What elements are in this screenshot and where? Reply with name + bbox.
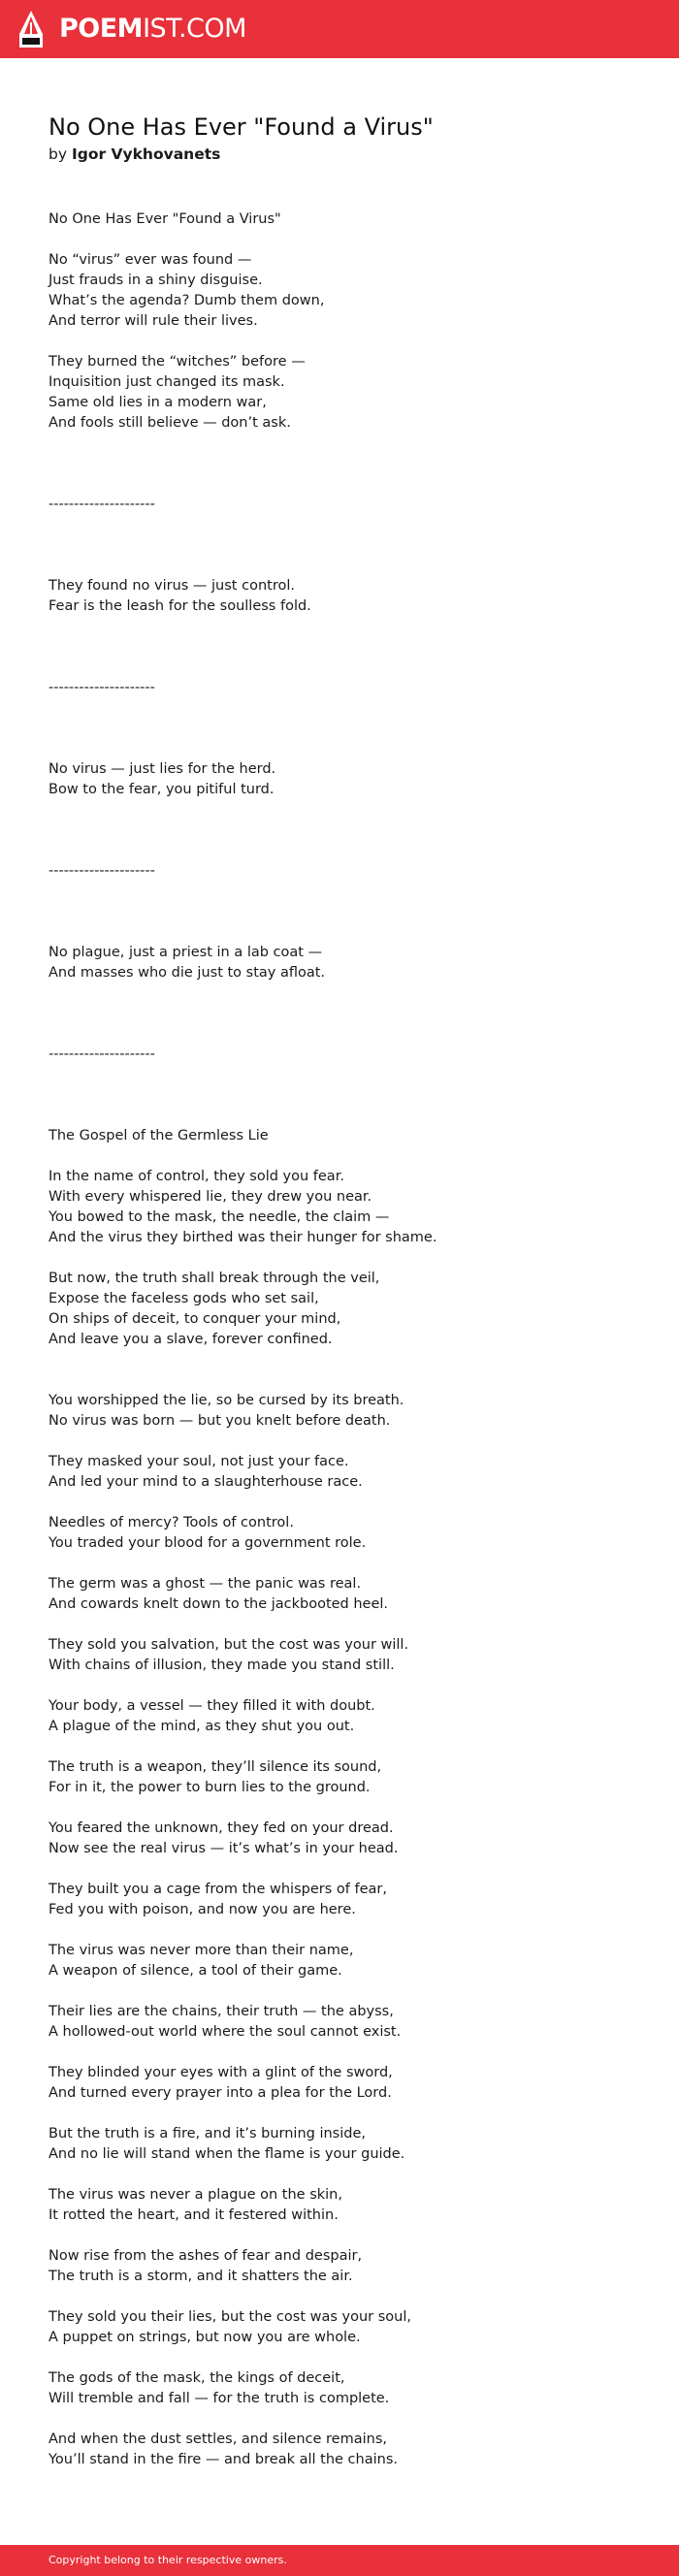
- byline: [48, 143, 220, 166]
- stanza-gap: [48, 1981, 650, 2002]
- poem-line: And cowards knelt down to the jackbooted heel.: [48, 1596, 389, 1612]
- poem-line: Now see the real virus — it’s what’s in your head.: [48, 1841, 399, 1856]
- poem-line: A hollowed-out world where the soul cannot exist.: [48, 2024, 402, 2040]
- stanza-gap: [48, 1248, 650, 1269]
- poem-line: Their lies are the chains, their truth — the abyss,: [48, 2004, 394, 2019]
- poem-line: ---------------------: [48, 863, 155, 879]
- poem-line: It rotted the heart, and it festered within.: [48, 2207, 339, 2223]
- stanza-gap: [48, 332, 650, 352]
- poem-line: You feared the unknown, they fed on your dread.: [48, 1820, 394, 1836]
- poem-line: With every whispered lie, they drew you near.: [48, 1189, 372, 1205]
- logo-strong: POEM: [59, 14, 144, 44]
- poem-line: Inquisition just changed its mask.: [48, 374, 285, 390]
- poem-line: The gods of the mask, the kings of deceit,: [48, 2370, 345, 2386]
- poem-line: You’ll stand in the fire — and break all the chains.: [48, 2452, 398, 2467]
- poem-line: The virus was never more than their name,: [48, 1943, 354, 1958]
- stanza-gap: [48, 882, 650, 902]
- poem-line: Fed you with poison, and now you are here.: [48, 1902, 356, 1917]
- poem-line: No One Has Ever "Found a Virus": [48, 211, 281, 227]
- stanza-gap: [48, 474, 650, 495]
- site-logo[interactable]: [59, 13, 246, 46]
- poem-line: With chains of illusion, they made you stand still.: [48, 1658, 395, 1673]
- poem-line: But now, the truth shall break through the veil,: [48, 1271, 380, 1286]
- stanza-gap: [48, 1615, 650, 1635]
- poem-line: Fear is the leash for the soulless fold.: [48, 598, 311, 614]
- poem-line: You traded your blood for a government role.: [48, 1535, 367, 1551]
- stanza-gap: [48, 698, 650, 719]
- poem-line: Bow to the fear, you pitiful turd.: [48, 782, 275, 797]
- stanza-gap: [48, 1676, 650, 1696]
- poem-line: ---------------------: [48, 497, 155, 512]
- poem-line: In the name of control, they sold you fear.: [48, 1169, 344, 1184]
- stanza-gap: [48, 1370, 650, 1391]
- stanza-gap: [48, 1024, 650, 1045]
- poem-line: And no lie will stand when the flame is your guide.: [48, 2146, 405, 2162]
- stanza-gap: [48, 1065, 650, 1085]
- poem-line: The germ was a ghost — the panic was real.: [48, 1576, 362, 1592]
- poem-line: The Gospel of the Germless Lie: [48, 1128, 269, 1143]
- stanza-gap: [48, 2226, 650, 2246]
- stanza-gap: [48, 1106, 650, 1126]
- stanza-gap: [48, 2104, 650, 2124]
- poem-line: No plague, just a priest in a lab coat —: [48, 945, 323, 960]
- site-footer: [0, 2545, 679, 2576]
- stanza-gap: [48, 1798, 650, 1819]
- poem-line: The truth is a storm, and it shatters the air.: [48, 2269, 353, 2284]
- poem-line: And the virus they birthed was their hunger for shame.: [48, 1230, 437, 1245]
- poem-line: You worshipped the lie, so be cursed by its breath.: [48, 1393, 404, 1408]
- poem-line: ---------------------: [48, 680, 155, 695]
- poem-line: They burned the “witches” before —: [48, 354, 306, 370]
- poem-line: Your body, a vessel — they filled it with doubt.: [48, 1698, 375, 1714]
- poem-line: A weapon of silence, a tool of their game.: [48, 1963, 342, 1979]
- poem-line: And when the dust settles, and silence remains,: [48, 2431, 387, 2447]
- poem-line: A puppet on strings, but now you are whole.: [48, 2330, 361, 2345]
- by-label: by: [48, 145, 68, 163]
- copyright-notice: Copyright belong to their respective owners.: [48, 2554, 287, 2566]
- poem-line: Expose the faceless gods who set sail,: [48, 1291, 319, 1306]
- logo-light: IST.COM: [143, 14, 246, 44]
- stanza-gap: [48, 1554, 650, 1574]
- stanza-gap: [48, 739, 650, 759]
- stanza-gap: [48, 983, 650, 1004]
- poem-line: No virus — just lies for the herd.: [48, 761, 276, 777]
- poem-line: They sold you salvation, but the cost was your will.: [48, 1637, 409, 1653]
- stanza-gap: [48, 821, 650, 841]
- poem-line: But the truth is a fire, and it’s burning inside,: [48, 2126, 366, 2141]
- stanza-gap: [48, 515, 650, 535]
- stanza-gap: [48, 902, 650, 922]
- poem-line: They built you a cage from the whispers of fear,: [48, 1882, 387, 1897]
- stanza-gap: [48, 658, 650, 678]
- poem-line: And leave you a slave, forever confined.: [48, 1332, 333, 1347]
- stanza-gap: [48, 434, 650, 454]
- stanza-gap: [48, 617, 650, 637]
- poem-line: Just frauds in a shiny disguise.: [48, 273, 263, 288]
- pen-nib-icon[interactable]: [14, 9, 48, 51]
- stanza-gap: [48, 1920, 650, 1941]
- stanza-gap: [48, 1432, 650, 1452]
- poem-line: They sold you their lies, but the cost was your soul,: [48, 2309, 411, 2325]
- poem-line: Same old lies in a modern war,: [48, 395, 267, 410]
- poem-line: No “virus” ever was found —: [48, 252, 252, 268]
- poem-line: And masses who die just to stay afloat.: [48, 965, 326, 981]
- poem-line: What’s the agenda? Dumb them down,: [48, 293, 325, 308]
- author-name[interactable]: Igor Vykhovanets: [71, 145, 221, 163]
- poem-line: The truth is a weapon, they’ll silence its sound,: [48, 1759, 382, 1775]
- poem-line: They found no virus — just control.: [48, 578, 295, 594]
- stanza-gap: [48, 2043, 650, 2063]
- poem-line: Needles of mercy? Tools of control.: [48, 1515, 294, 1530]
- stanza-gap: [48, 2287, 650, 2307]
- stanza-gap: [48, 1859, 650, 1880]
- stanza-gap: [48, 1350, 650, 1370]
- stanza-gap: [48, 230, 650, 250]
- poem-line: ---------------------: [48, 1046, 155, 1062]
- stanza-gap: [48, 841, 650, 861]
- poem-line: The virus was never a plague on the skin,: [48, 2187, 342, 2203]
- poem-line: They blinded your eyes with a glint of the sword,: [48, 2065, 393, 2080]
- stanza-gap: [48, 556, 650, 576]
- stanza-gap: [48, 800, 650, 821]
- poem-body: [48, 209, 650, 2470]
- stanza-gap: [48, 2409, 650, 2430]
- stanza-gap: [48, 1737, 650, 1757]
- poem-line: And terror will rule their lives.: [48, 313, 258, 329]
- stanza-gap: [48, 454, 650, 474]
- stanza-gap: [48, 719, 650, 739]
- poem-line: No virus was born — but you knelt before death.: [48, 1413, 391, 1429]
- stanza-gap: [48, 1493, 650, 1513]
- poem-line: For in it, the power to burn lies to the ground.: [48, 1780, 371, 1795]
- site-header: [0, 0, 679, 58]
- poem-line: And led your mind to a slaughterhouse race.: [48, 1474, 363, 1490]
- stanza-gap: [48, 1004, 650, 1024]
- stanza-gap: [48, 1146, 650, 1167]
- stanza-gap: [48, 1085, 650, 1106]
- poem-line: On ships of deceit, to conquer your mind,: [48, 1311, 341, 1327]
- poem-line: And fools still believe — don’t ask.: [48, 415, 291, 431]
- poem-line: You bowed to the mask, the needle, the claim —: [48, 1209, 390, 1225]
- poem-line: They masked your soul, not just your face.: [48, 1454, 349, 1469]
- poem-line: A plague of the mind, as they shut you out.: [48, 1719, 355, 1734]
- stanza-gap: [48, 2348, 650, 2368]
- stanza-gap: [48, 922, 650, 943]
- page-title: No One Has Ever "Found a Virus": [48, 113, 434, 141]
- stanza-gap: [48, 535, 650, 556]
- poem-line: Now rise from the ashes of fear and despair,: [48, 2248, 363, 2264]
- poem-line: And turned every prayer into a plea for the Lord.: [48, 2085, 392, 2101]
- poem-line: Will tremble and fall — for the truth is complete.: [48, 2391, 390, 2406]
- stanza-gap: [48, 2165, 650, 2185]
- stanza-gap: [48, 637, 650, 658]
